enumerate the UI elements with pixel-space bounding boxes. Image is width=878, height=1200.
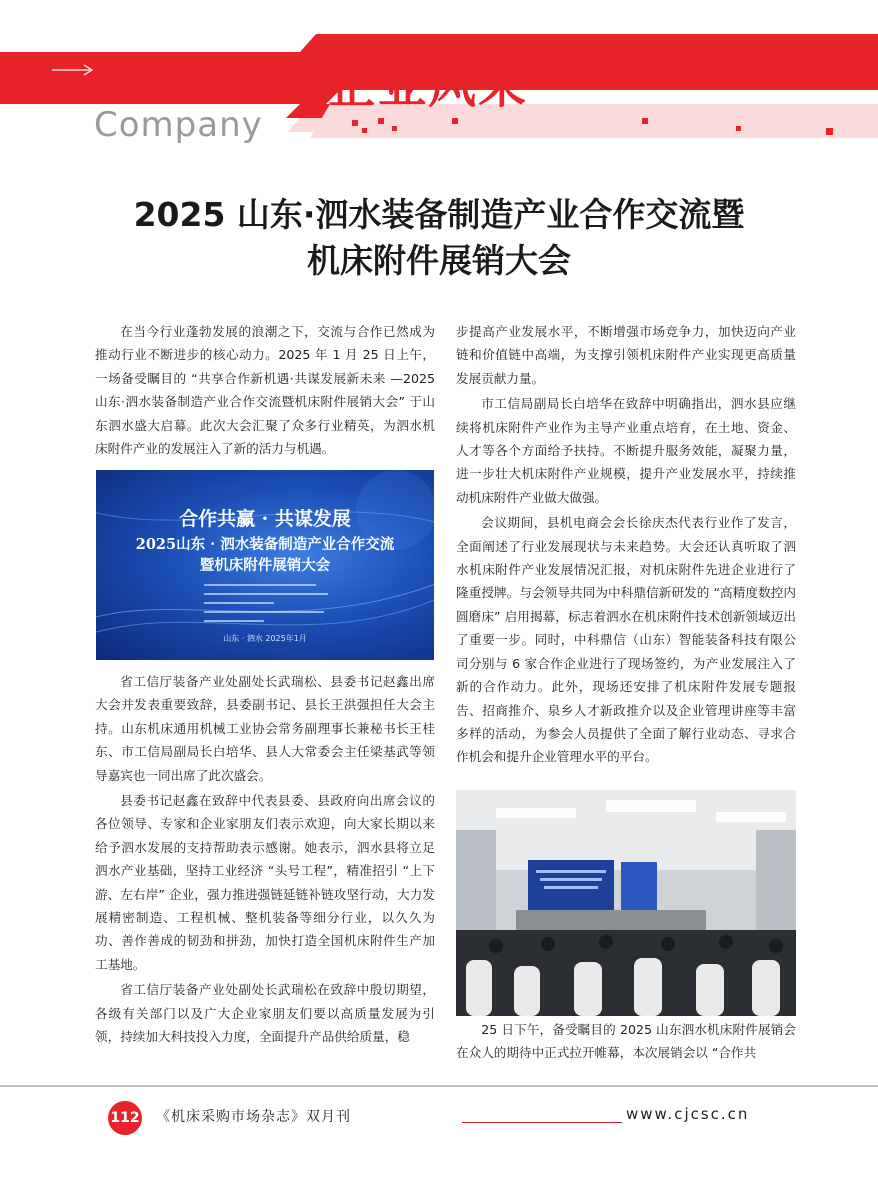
banner-place-date: 山东 · 泗水 2025年1月: [223, 634, 307, 643]
banner-title-line-2: 暨机床附件展销大会: [199, 557, 331, 574]
article-title: [0, 192, 878, 284]
left-column: [95, 320, 435, 460]
paragraph: 步提高产业发展水平，不断增强市场竞争力，加快迈向产业链和价值链中高端，为支撑引领机床附件产业实现更高质量发展贡献力量。: [456, 324, 796, 386]
paragraph: 25 日下午，备受瞩目的 2025 山东泗水机床附件展销会在众人的期待中正式拉开帷幕，本次展销会以 “合作共: [456, 1022, 796, 1061]
page-number: 112: [108, 1101, 142, 1135]
magazine-name: 《机床采购市场杂志》双月刊: [156, 1109, 351, 1125]
banner-title-line-1: 2025山东 · 泗水装备制造产业合作交流: [135, 536, 395, 553]
article-title-line-2: 机床附件展销大会: [307, 241, 571, 280]
section-subtitle: Company: [94, 105, 263, 145]
article-title-line-1: 2025 山东·泗水装备制造产业合作交流暨: [133, 195, 745, 234]
conference-banner-image: [96, 470, 434, 660]
left-column-part-2: [95, 670, 435, 1049]
paragraph: 会议期间，县机电商会会长徐庆杰代表行业作了发言，全面阐述了行业发展现状与未来趋势。大会还认真听取了泗水机床附件产业发展情况汇报，对机床附件先进企业进行了隆重授牌。与会领导共同为中科鼎信新研发的 “高精度数控内圆磨床” 启用揭幕，标志着泗水在机床附件技术创新领域迈出了重要一步。同时，中科鼎信（山东）智能装备科技有限公司分别与 6 家合作企业进行了现场签约，为产业发展注入了新的合作动力。此外，现场还安排了机床附件发展专题报告、招商推介、泉乡人才新政推介以及企业管理讲座等丰富多样的活动，为参会人员提供了全面了解行业动态、寻求合作机会和提升企业管理水平的平台。: [456, 515, 796, 765]
paragraph: 县委书记赵鑫在致辞中代表县委、县政府向出席会议的各位领导、专家和企业家朋友们表示欢迎，向大家长期以来给予泗水发展的支持帮助表示感谢。她表示，泗水县将立足泗水产业基础，坚持工业经济 “头号工程”，精准招引 “上下游、左右岸” 企业，强力推进强链延链补链攻坚行动，大力发展精密制造、工程机械、整机装备等细分行业，以久久为功、善作善成的韧劲和拼劲，加快打造全国机床附件生产加工基地。: [95, 793, 435, 972]
conference-hall-photo: [456, 790, 796, 1016]
section-title: 企业风采: [328, 58, 529, 114]
right-column-part-2: [456, 1018, 796, 1065]
website-link[interactable]: www.cjcsc.cn: [626, 1105, 750, 1123]
footer-red-rule: [462, 1122, 622, 1123]
banner-title: [96, 534, 434, 576]
footer-rule: [0, 1085, 878, 1087]
paragraph: 市工信局副局长白培华在致辞中明确指出，泗水县应继续将机床附件产业作为主导产业重点培育，在土地、资金、人才等各个方面给予扶持。不断提升服务效能，凝聚力量，进一步壮大机床附件产业规模，提升产业发展水平，持续推动机床附件产业做大做强。: [456, 396, 796, 505]
paragraph: 在当今行业蓬勃发展的浪潮之下，交流与合作已然成为推动行业不断进步的核心动力。2025 年 1 月 25 日上午，一场备受瞩目的 “共享合作新机遇·共谋发展新未来 —2025 山东·泗水装备制造产业合作交流暨机床附件展销大会” 于山东泗水盛大启幕。此次大会汇聚了众多行业精英，为泗水机床附件产业的发展注入了新的活力与机遇。: [95, 324, 435, 457]
banner-headline: 合作共赢 · 共谋发展: [179, 508, 351, 530]
paragraph: 省工信厅装备产业处副处长武瑞松在致辞中殷切期望，各级有关部门以及广大企业家朋友们要以高质量发展为引领，持续加大科技投入力度，全面提升产品供给质量，稳: [95, 982, 435, 1045]
right-column: [456, 320, 796, 769]
banner-organizer-list: [204, 582, 334, 628]
paragraph: 省工信厅装备产业处副处长武瑞松、县委书记赵鑫出席大会并发表重要致辞，县委副书记、县长王洪强担任大会主持。山东机床通用机械工业协会常务副理事长兼秘书长王桂东、市工信局副局长白培华、县人大常委会主任梁基武等领导嘉宾也一同出席了此次盛会。: [95, 674, 435, 783]
